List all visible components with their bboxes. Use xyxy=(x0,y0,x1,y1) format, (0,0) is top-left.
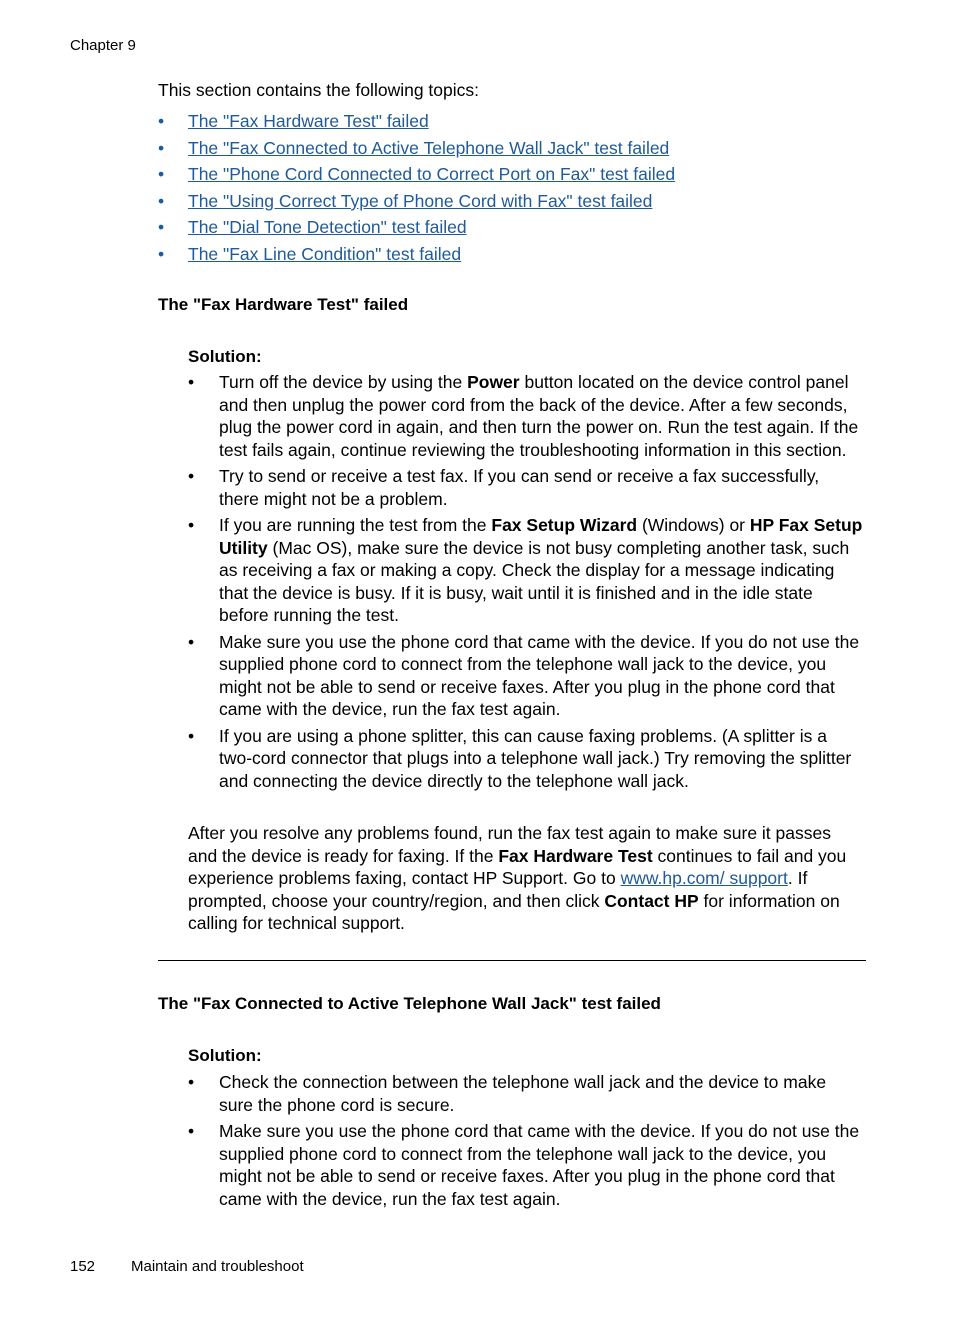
list-item xyxy=(188,1120,863,1210)
text: If you are running the test from the xyxy=(219,515,492,535)
list-item xyxy=(158,137,675,164)
solution-label: Solution: xyxy=(188,1046,262,1065)
list-item xyxy=(188,631,863,721)
text: If you are using a phone splitter, this can cause faxing problems. (A splitter is a two-cord connector that plugs into a telephone wall jack.) Try removing the splitter and connecting the device directly to the telephone wall jack. xyxy=(219,725,852,791)
bullet: • xyxy=(188,372,195,392)
solution-label: Solution: xyxy=(188,347,262,366)
after-paragraph xyxy=(188,822,863,935)
keyword: Power xyxy=(467,372,520,392)
topic-link-line-condition[interactable]: The "Fax Line Condition" test failed xyxy=(188,243,462,264)
section-heading-fax-hardware: The "Fax Hardware Test" failed xyxy=(158,295,409,314)
topic-link-fax-hardware[interactable]: The "Fax Hardware Test" failed xyxy=(188,111,429,131)
list-item xyxy=(188,1071,863,1116)
topic-link-correct-port[interactable]: The "Phone Cord Connected to Correct Port on Fax" test failed xyxy=(188,164,676,185)
bullet: • xyxy=(188,725,195,746)
bullet: • xyxy=(188,1072,195,1092)
text: (Mac OS), make sure the device is not busy completing another task, such as receiving a fax or making a copy. Check the display for a message indicating that the device is busy. If it is busy, wait until it is finished and in the idle state before running the test. xyxy=(219,537,850,625)
bullet: • xyxy=(158,190,165,211)
list-item xyxy=(158,243,675,270)
keyword: Fax Setup Wizard xyxy=(491,515,638,535)
intro-text: This section contains the following topics: xyxy=(158,80,479,100)
bullet: • xyxy=(158,164,165,185)
text: button located on the device control panel and then unplug the power cord from the back of the device. After a few seconds, plug the power cord in again, and then turn the power on. Run the test again. If the test fails again, continue reviewing the troubleshooting information in this section. xyxy=(219,372,859,460)
solution-list-wall-jack xyxy=(188,1071,863,1214)
solution-list-fax-hardware xyxy=(188,371,863,796)
list-item xyxy=(158,216,675,243)
section-heading-wall-jack: The "Fax Connected to Active Telephone Wall Jack" test failed xyxy=(158,994,661,1013)
keyword: Fax Hardware Test xyxy=(498,845,653,866)
text: Make sure you use the phone cord that came with the device. If you do not use the supplied phone cord to connect from the telephone wall jack to the device, you might not be able to send or receive faxes. After you plug in the phone cord that came with the device, run the fax test again. xyxy=(219,1121,860,1209)
topic-link-cord-type[interactable]: The "Using Correct Type of Phone Cord with Fax" test failed xyxy=(188,190,653,211)
list-item xyxy=(158,110,675,137)
text: Turn off the device by using the xyxy=(219,372,468,392)
text: . If prompted, choose your country/region, and then click xyxy=(188,868,808,911)
bullet: • xyxy=(188,1121,195,1141)
bullet: • xyxy=(158,243,165,264)
bullet: • xyxy=(188,515,195,535)
list-item xyxy=(188,465,863,510)
section-divider xyxy=(158,960,866,961)
page-number: 152 xyxy=(70,1258,96,1275)
topic-link-dial-tone[interactable]: The "Dial Tone Detection" test failed xyxy=(188,217,467,238)
text: After you resolve any problems found, run the fax test again to make sure it passes and the device is ready for faxing. If the xyxy=(188,823,831,866)
text: (Windows) or xyxy=(637,515,750,535)
text: for information on calling for technical support. xyxy=(188,890,840,933)
topic-list xyxy=(158,110,675,270)
list-item xyxy=(188,371,863,461)
text: Make sure you use the phone cord that came with the device. If you do not use the supplied phone cord to connect from the telephone wall jack to the device, you might not be able to send or receive faxes. After you plug in the phone cord that came with the device, run the fax test again. xyxy=(219,631,860,719)
bullet: • xyxy=(188,631,195,652)
bullet: • xyxy=(188,466,195,486)
bullet: • xyxy=(158,111,165,131)
text: Check the connection between the telephone wall jack and the device to make sure the phone cord is secure. xyxy=(219,1072,827,1115)
list-item xyxy=(188,725,863,793)
list-item xyxy=(158,163,675,190)
bullet: • xyxy=(158,217,165,238)
list-item xyxy=(188,514,863,627)
keyword: HP Fax Setup Utility xyxy=(219,515,863,558)
text: continues to fail and you experience problems faxing, contact HP Support. Go to xyxy=(188,845,847,888)
keyword: Contact HP xyxy=(604,890,699,911)
bullet: • xyxy=(158,137,165,158)
text: Try to send or receive a test fax. If you can send or receive a fax successfully, there might not be a problem. xyxy=(219,466,820,509)
topic-link-wall-jack[interactable]: The "Fax Connected to Active Telephone Wall Jack" test failed xyxy=(188,137,670,158)
footer-section-title: Maintain and troubleshoot xyxy=(131,1258,304,1275)
running-header-chapter: Chapter 9 xyxy=(70,37,136,54)
support-link[interactable]: www.hp.com/ support xyxy=(620,868,788,888)
list-item xyxy=(158,190,675,217)
